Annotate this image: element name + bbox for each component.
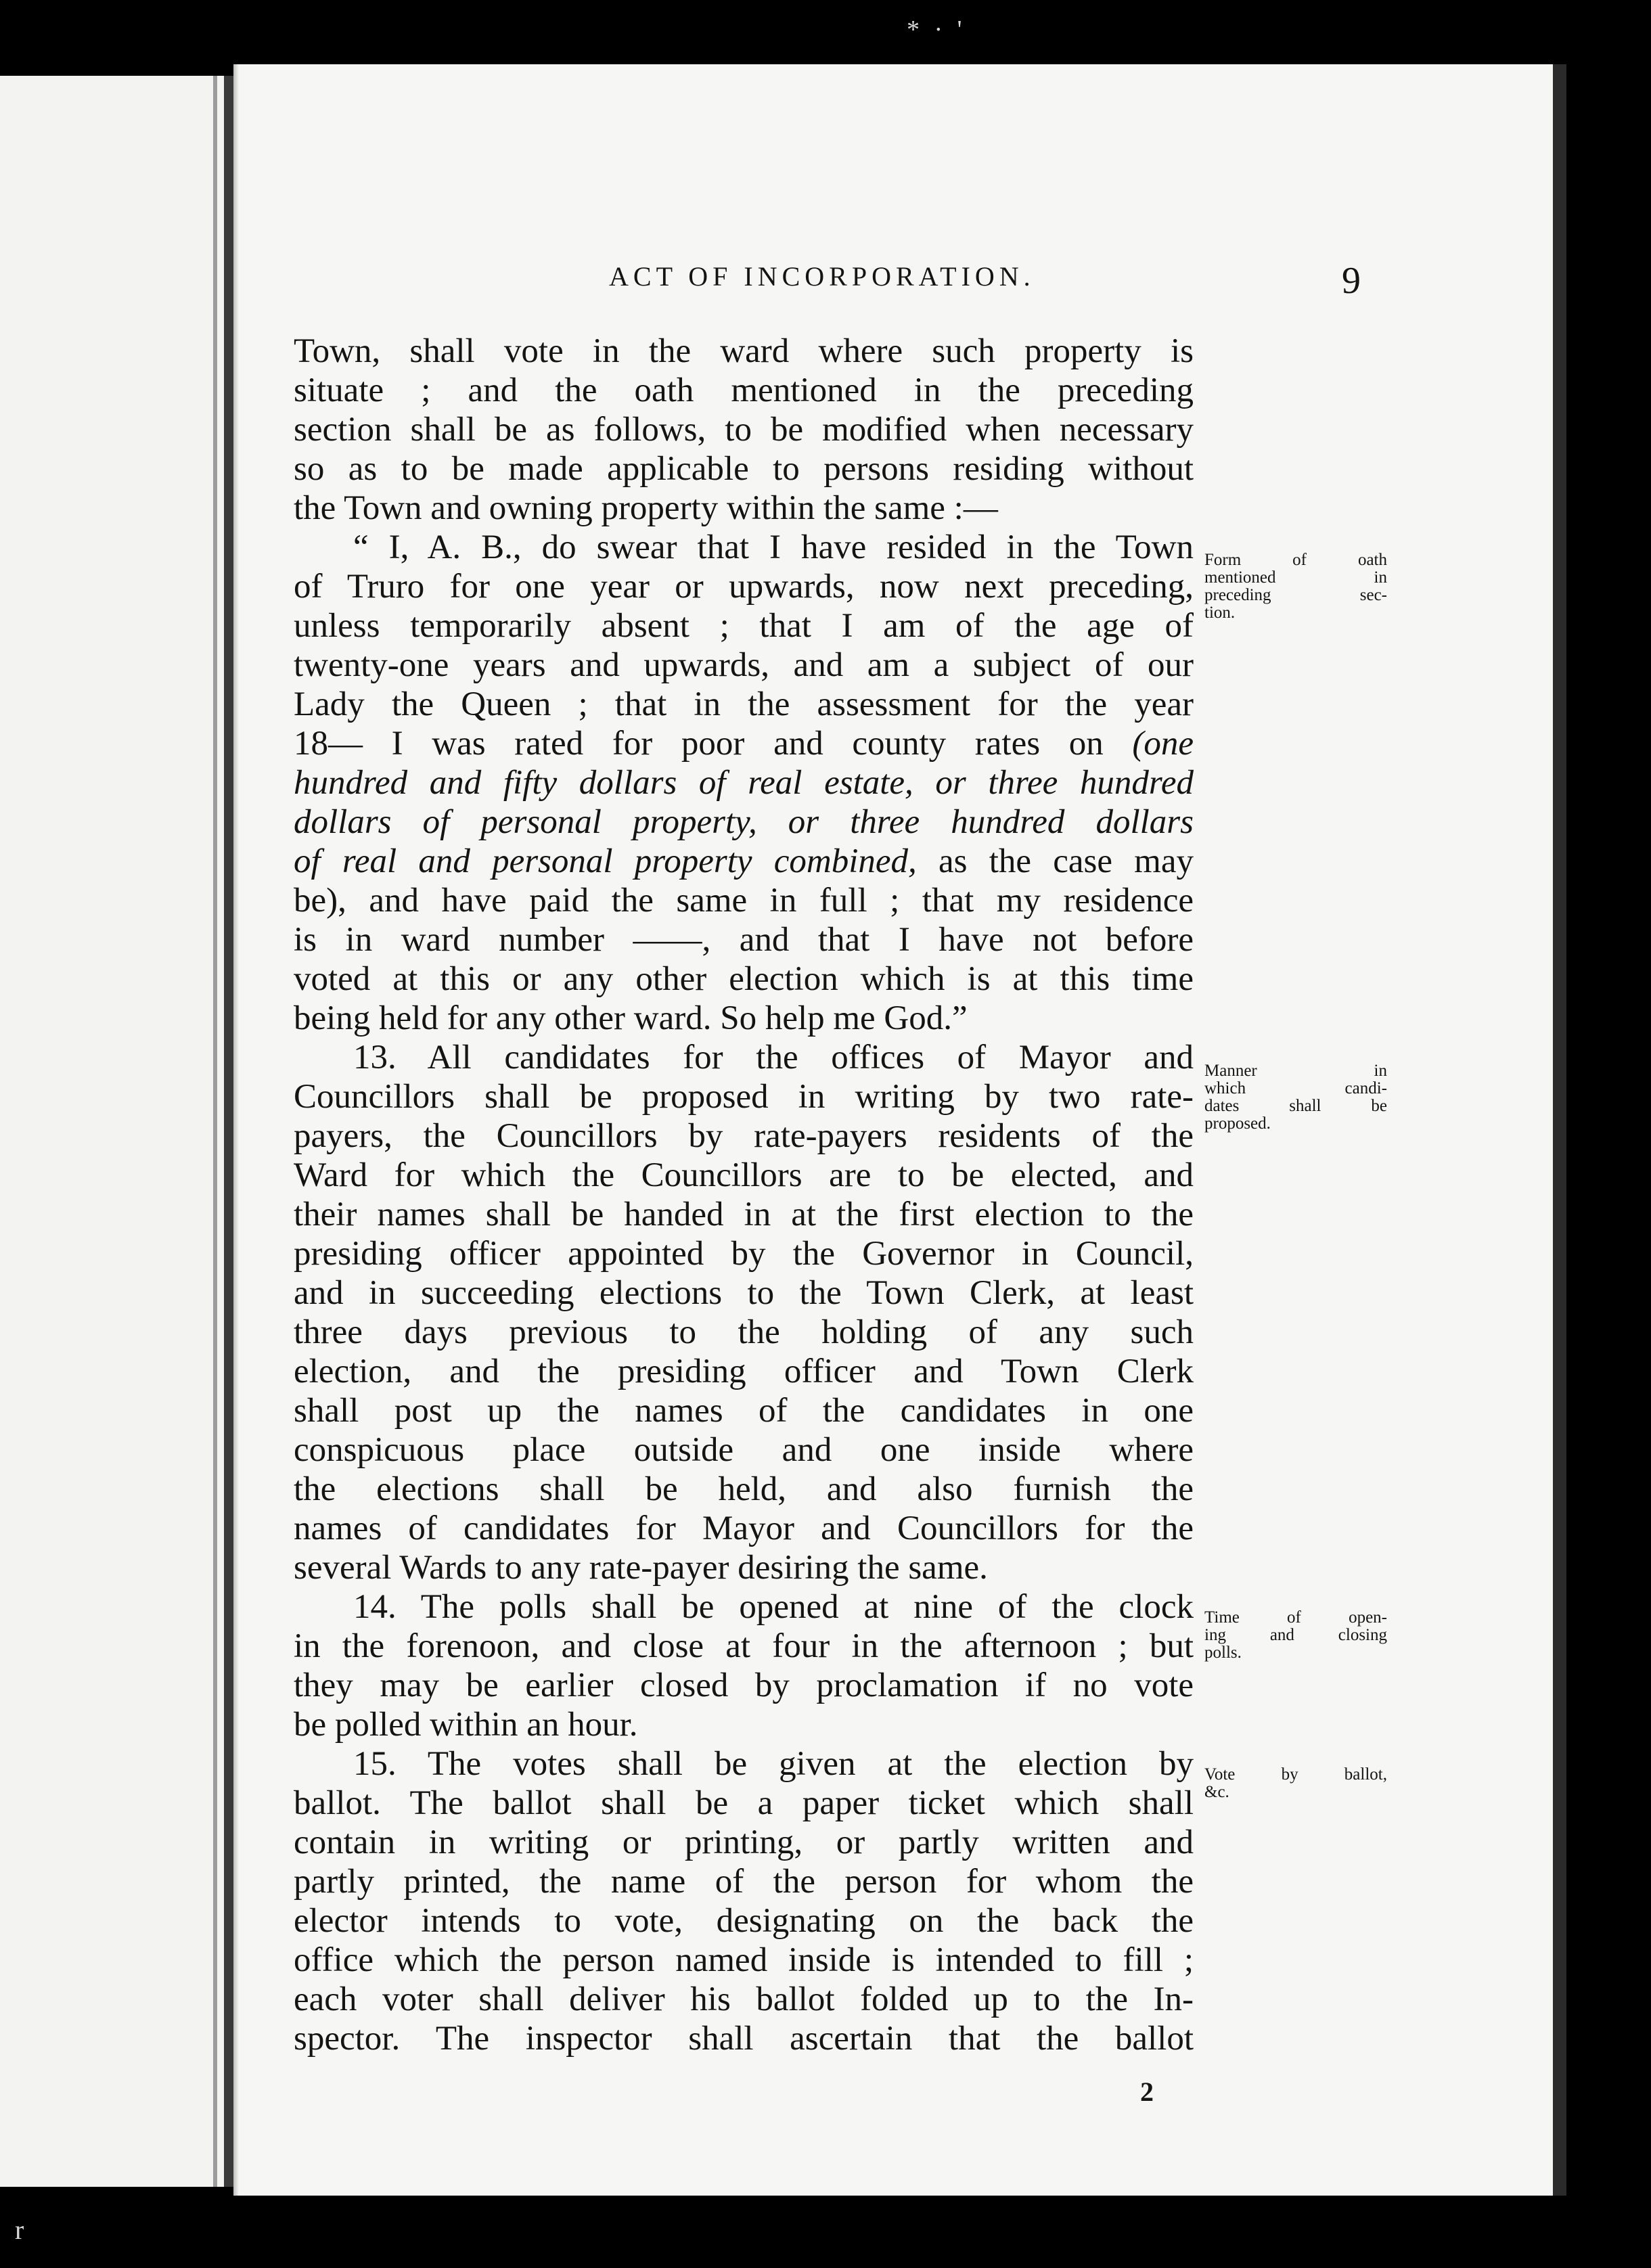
- text-line: shall post up the names of the candidates in one: [294, 1392, 1194, 1430]
- text-line: and in succeeding elections to the Town Clerk, at least: [294, 1274, 1194, 1312]
- left-facing-page: [0, 76, 233, 2187]
- text-line: be), and have paid the same in full ; that my residence: [294, 882, 1194, 920]
- text-line-italic: [294, 802, 1194, 842]
- margin-note-line: dates shall be: [1204, 1097, 1387, 1115]
- text-line: unless temporarily absent ; that I am of the age of: [294, 607, 1194, 645]
- text-line: of Truro for one year or upwards, now next preceding,: [294, 568, 1194, 606]
- text-line: names of candidates for Mayor and Councillors for the: [294, 1510, 1194, 1547]
- text-line-mixed: [294, 842, 1194, 881]
- text-line: election, and the presiding officer and Town Clerk: [294, 1353, 1194, 1390]
- text-line: their names shall be handed in at the first election to the: [294, 1196, 1194, 1233]
- body-text: [294, 332, 1194, 2058]
- text-line: Ward for which the Councillors are to be elected, and: [294, 1156, 1194, 1194]
- margin-note-line: proposed.: [1204, 1114, 1271, 1133]
- text-italic: (one: [1132, 725, 1194, 763]
- text-line: being held for any other ward. So help me God.”: [294, 999, 968, 1037]
- text-line: section shall be as follows, to be modified when necessary: [294, 411, 1194, 449]
- signature-mark: 2: [1140, 2077, 1154, 2107]
- margin-note-candidates: [1204, 1062, 1387, 1133]
- text-italic: hundred and fifty dollars of real estate, or three hundred: [294, 764, 1194, 802]
- text-line: presiding officer appointed by the Governor in Council,: [294, 1235, 1194, 1273]
- text-line: each voter shall deliver his ballot folded up to the In-: [294, 1980, 1194, 2018]
- margin-note-line: mentioned in: [1204, 568, 1387, 587]
- section-13-first-line: 13. All candidates for the offices of Mayor and: [353, 1039, 1194, 1076]
- text-line: Councillors shall be proposed in writing by two rate-: [294, 1078, 1194, 1116]
- text-line: situate ; and the oath mentioned in the preceding: [294, 371, 1194, 409]
- text-line: the elections shall be held, and also furnish the: [294, 1470, 1194, 1508]
- text-roman: as the case may: [916, 842, 1194, 880]
- margin-note-line: Time of open-: [1204, 1608, 1387, 1627]
- text-line: ballot. The ballot shall be a paper ticket which shall: [294, 1784, 1194, 1822]
- text-line: twenty-one years and upwards, and am a subject of our: [294, 646, 1194, 684]
- running-head: ACT OF INCORPORATION.: [609, 261, 1035, 292]
- text-line: Town, shall vote in the ward where such property is: [294, 332, 1194, 370]
- text-line: the Town and owning property within the same :—: [294, 489, 998, 527]
- text-line: elector intends to vote, designating on the back the: [294, 1902, 1194, 1940]
- text-line: voted at this or any other election which is at this time: [294, 960, 1194, 998]
- margin-note-line: tion.: [1204, 604, 1236, 622]
- margin-note-ballot: [1204, 1766, 1387, 1801]
- text-line: office which the person named inside is intended to fill ;: [294, 1941, 1194, 1979]
- text-line: in the forenoon, and close at four in the afternoon ; but: [294, 1627, 1194, 1665]
- text-line: Lady the Queen ; that in the assessment for the year: [294, 685, 1194, 723]
- section-15-first-line: 15. The votes shall be given at the election by: [353, 1745, 1194, 1783]
- text-line: three days previous to the holding of any such: [294, 1313, 1194, 1351]
- margin-note-line: which candi-: [1204, 1079, 1387, 1097]
- text-line: several Wards to any rate-payer desiring the same.: [294, 1549, 988, 1587]
- text-line: is in ward number ——, and that I have not before: [294, 921, 1194, 959]
- text-line: spector. The inspector shall ascertain that the ballot: [294, 2020, 1194, 2058]
- text-line-mixed: [294, 724, 1194, 763]
- margin-note-line: ing and closing: [1204, 1626, 1387, 1644]
- text-italic: of real and personal property combined,: [294, 842, 917, 880]
- oath-first-line: “ I, A. B., do swear that I have resided in the Town: [353, 528, 1194, 566]
- text-line: they may be earlier closed by proclamation if no vote: [294, 1666, 1194, 1704]
- margin-note-polls: [1204, 1609, 1387, 1662]
- scan-mark: r: [15, 2215, 24, 2245]
- margin-note-line: Manner in: [1204, 1062, 1387, 1080]
- margin-note-line: polls.: [1204, 1643, 1242, 1662]
- text-line: partly printed, the name of the person for whom the: [294, 1863, 1194, 1901]
- text-italic: dollars of personal property, or three hundred dollars: [294, 803, 1194, 841]
- page-number: 9: [1342, 260, 1361, 302]
- margin-note-line: &c.: [1204, 1783, 1229, 1801]
- text-line: be polled within an hour.: [294, 1706, 638, 1744]
- text-roman: 18— I was rated for poor and county rates on: [294, 725, 1133, 763]
- margin-note-form-of-oath: [1204, 551, 1387, 622]
- margin-note-line: Vote by ballot,: [1204, 1765, 1387, 1784]
- section-14-first-line: 14. The polls shall be opened at nine of the clock: [353, 1588, 1194, 1626]
- text-line: so as to be made applicable to persons residing without: [294, 450, 1194, 488]
- margin-note-line: preceding sec-: [1204, 586, 1387, 604]
- text-line: contain in writing or printing, or partly written and: [294, 1823, 1194, 1861]
- margin-note-line: Form of oath: [1204, 551, 1387, 569]
- text-line: conspicuous place outside and one inside where: [294, 1431, 1194, 1469]
- text-line-italic: [294, 763, 1194, 802]
- text-line: payers, the Councillors by rate-payers residents of the: [294, 1117, 1194, 1155]
- scan-specks: * · ': [907, 16, 966, 44]
